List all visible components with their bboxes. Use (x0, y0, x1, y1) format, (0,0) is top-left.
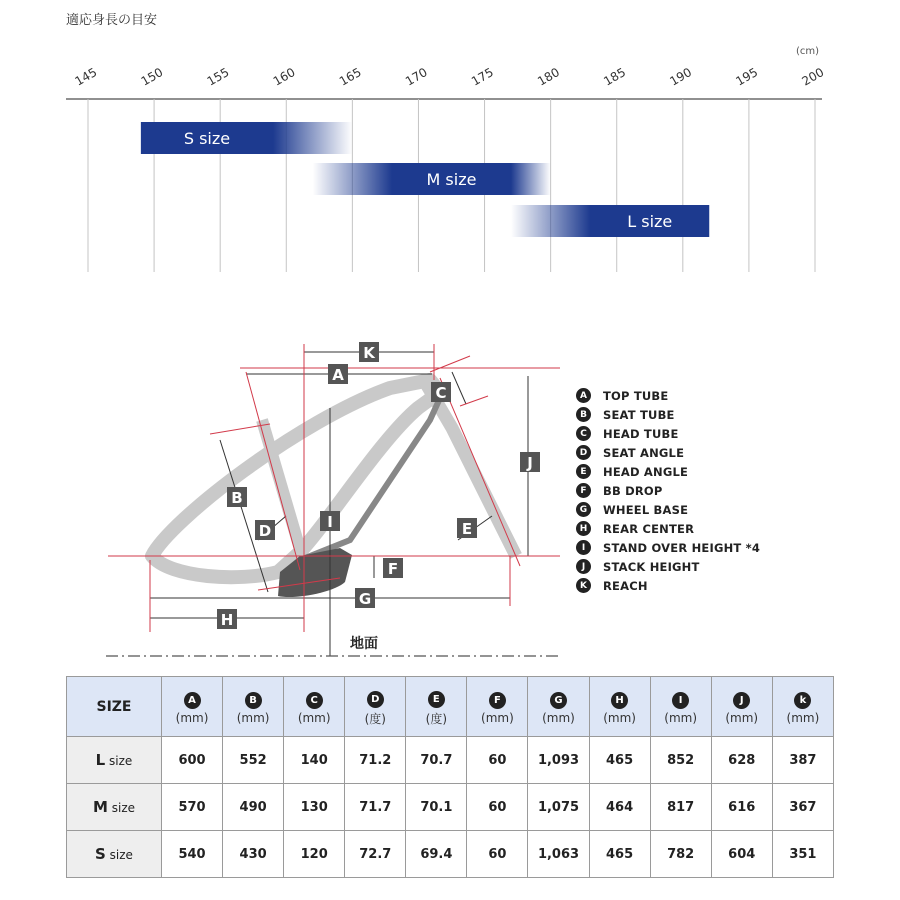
legend-item (576, 481, 760, 500)
legend-badge: K (576, 578, 591, 593)
column-unit: (mm) (664, 711, 698, 725)
table-cell: 430 (223, 831, 284, 878)
tick-label: 185 (601, 65, 629, 89)
table-cell: 465 (589, 737, 650, 784)
column-header (650, 677, 711, 737)
ground-label: 地面 (350, 636, 378, 652)
row-size-label: L size (67, 737, 162, 784)
spec-table-body (67, 737, 834, 878)
tick-label: 175 (469, 65, 496, 89)
tick-label: 180 (535, 65, 562, 89)
legend-label: SEAT TUBE (603, 407, 675, 422)
table-cell: 600 (162, 737, 223, 784)
reference-lines (108, 344, 560, 632)
tick-label: 160 (270, 65, 298, 89)
marker-label: J (527, 454, 533, 472)
table-cell: 387 (772, 737, 833, 784)
marker-label: B (231, 489, 243, 507)
legend-item (576, 519, 760, 538)
legend-badge: E (576, 464, 591, 479)
column-badge: G (550, 692, 567, 709)
legend-label: TOP TUBE (603, 388, 669, 403)
column-unit: (mm) (175, 711, 209, 725)
legend-label: REAR CENTER (603, 521, 695, 536)
legend-item (576, 405, 760, 424)
legend-item (576, 538, 760, 557)
column-badge: B (245, 692, 262, 709)
column-unit: (mm) (297, 711, 331, 725)
marker-label: A (332, 366, 344, 384)
table-cell: 604 (711, 831, 772, 878)
bar-label: L size (627, 212, 673, 231)
column-header (589, 677, 650, 737)
column-unit: (mm) (481, 711, 514, 725)
column-badge: I (672, 692, 689, 709)
tick-label: 195 (733, 65, 761, 89)
legend-badge: F (576, 483, 591, 498)
legend-label: HEAD ANGLE (603, 464, 689, 479)
unit-label: (cm) (796, 46, 820, 57)
row-size-label: S size (67, 831, 162, 878)
column-header (345, 677, 406, 737)
column-badge: C (306, 692, 323, 709)
table-cell: 570 (162, 784, 223, 831)
table-row (67, 831, 834, 878)
table-cell: 1,063 (528, 831, 589, 878)
column-badge: A (184, 692, 201, 709)
size-column-header: SIZE (67, 677, 162, 737)
marker-label: K (363, 344, 375, 362)
legend-item (576, 576, 760, 595)
column-unit: (度) (425, 711, 448, 726)
column-badge: k (794, 692, 811, 709)
marker-label: H (220, 611, 234, 629)
marker-label: F (387, 560, 399, 578)
column-badge: E (428, 691, 445, 708)
legend-item (576, 557, 760, 576)
column-header (772, 677, 833, 737)
legend-item (576, 443, 760, 462)
table-cell: 71.2 (345, 737, 406, 784)
tick-label: 150 (138, 65, 166, 89)
table-cell: 69.4 (406, 831, 467, 878)
column-header (711, 677, 772, 737)
column-unit: (mm) (236, 711, 270, 725)
tick-label: 165 (336, 65, 364, 89)
legend-label: WHEEL BASE (603, 502, 689, 517)
tick-label: 190 (667, 65, 695, 89)
table-cell: 540 (162, 831, 223, 878)
column-unit: (度) (364, 711, 386, 726)
marker-label: G (358, 590, 372, 608)
spec-table (66, 676, 834, 878)
chart-title: 適応身長の目安 (66, 13, 158, 28)
tick-label: 145 (72, 65, 100, 89)
table-cell: 70.1 (406, 784, 467, 831)
column-header (406, 677, 467, 737)
legend-badge: A (576, 388, 591, 403)
table-cell: 351 (772, 831, 833, 878)
table-cell: 130 (284, 784, 345, 831)
table-row (67, 737, 834, 784)
column-unit: (mm) (542, 711, 575, 725)
column-badge: D (367, 691, 384, 708)
column-header (162, 677, 223, 737)
table-cell: 70.7 (406, 737, 467, 784)
legend-badge: I (576, 540, 591, 555)
table-cell: 60 (467, 784, 528, 831)
legend-item (576, 424, 760, 443)
legend (576, 386, 760, 595)
legend-badge: D (576, 445, 591, 460)
table-cell: 464 (589, 784, 650, 831)
legend-label: STACK HEIGHT (603, 559, 700, 574)
column-unit: (mm) (786, 711, 820, 725)
legend-badge: C (576, 426, 591, 441)
legend-badge: J (576, 559, 591, 574)
row-size-label: M size (67, 784, 162, 831)
marker-label: I (327, 513, 333, 531)
table-cell: 71.7 (345, 784, 406, 831)
column-header (528, 677, 589, 737)
table-cell: 782 (650, 831, 711, 878)
legend-label: REACH (603, 578, 648, 593)
table-cell: 1,075 (528, 784, 589, 831)
legend-badge: G (576, 502, 591, 517)
table-cell: 465 (589, 831, 650, 878)
tick-label: 170 (402, 65, 430, 89)
column-badge: H (611, 692, 628, 709)
legend-item (576, 462, 760, 481)
table-cell: 60 (467, 737, 528, 784)
table-cell: 817 (650, 784, 711, 831)
table-cell: 616 (711, 784, 772, 831)
table-cell: 140 (284, 737, 345, 784)
table-cell: 72.7 (345, 831, 406, 878)
bar-label: M size (426, 170, 477, 189)
table-cell: 367 (772, 784, 833, 831)
bike-frame (152, 380, 516, 597)
table-cell: 490 (223, 784, 284, 831)
column-unit: (mm) (725, 711, 759, 725)
column-header (223, 677, 284, 737)
column-badge: J (733, 692, 750, 709)
table-cell: 120 (284, 831, 345, 878)
table-cell: 628 (711, 737, 772, 784)
legend-item (576, 386, 760, 405)
column-header (284, 677, 345, 737)
column-unit: (mm) (603, 711, 636, 725)
table-cell: 552 (223, 737, 284, 784)
table-cell: 1,093 (528, 737, 589, 784)
table-cell: 852 (650, 737, 711, 784)
legend-item (576, 500, 760, 519)
spec-table-header-row (67, 677, 834, 737)
marker-label: D (258, 522, 272, 540)
table-cell: 60 (467, 831, 528, 878)
tick-label: 155 (204, 65, 232, 89)
column-header (467, 677, 528, 737)
legend-badge: B (576, 407, 591, 422)
marker-label: E (461, 520, 473, 538)
legend-label: BB DROP (603, 483, 663, 498)
table-row (67, 784, 834, 831)
legend-label: HEAD TUBE (603, 426, 679, 441)
tick-label: 200 (799, 65, 827, 89)
legend-badge: H (576, 521, 591, 536)
bar-label: S size (183, 129, 231, 148)
column-badge: F (489, 692, 506, 709)
legend-label: SEAT ANGLE (603, 445, 685, 460)
marker-label: C (435, 384, 447, 402)
legend-label: STAND OVER HEIGHT *4 (603, 540, 761, 555)
